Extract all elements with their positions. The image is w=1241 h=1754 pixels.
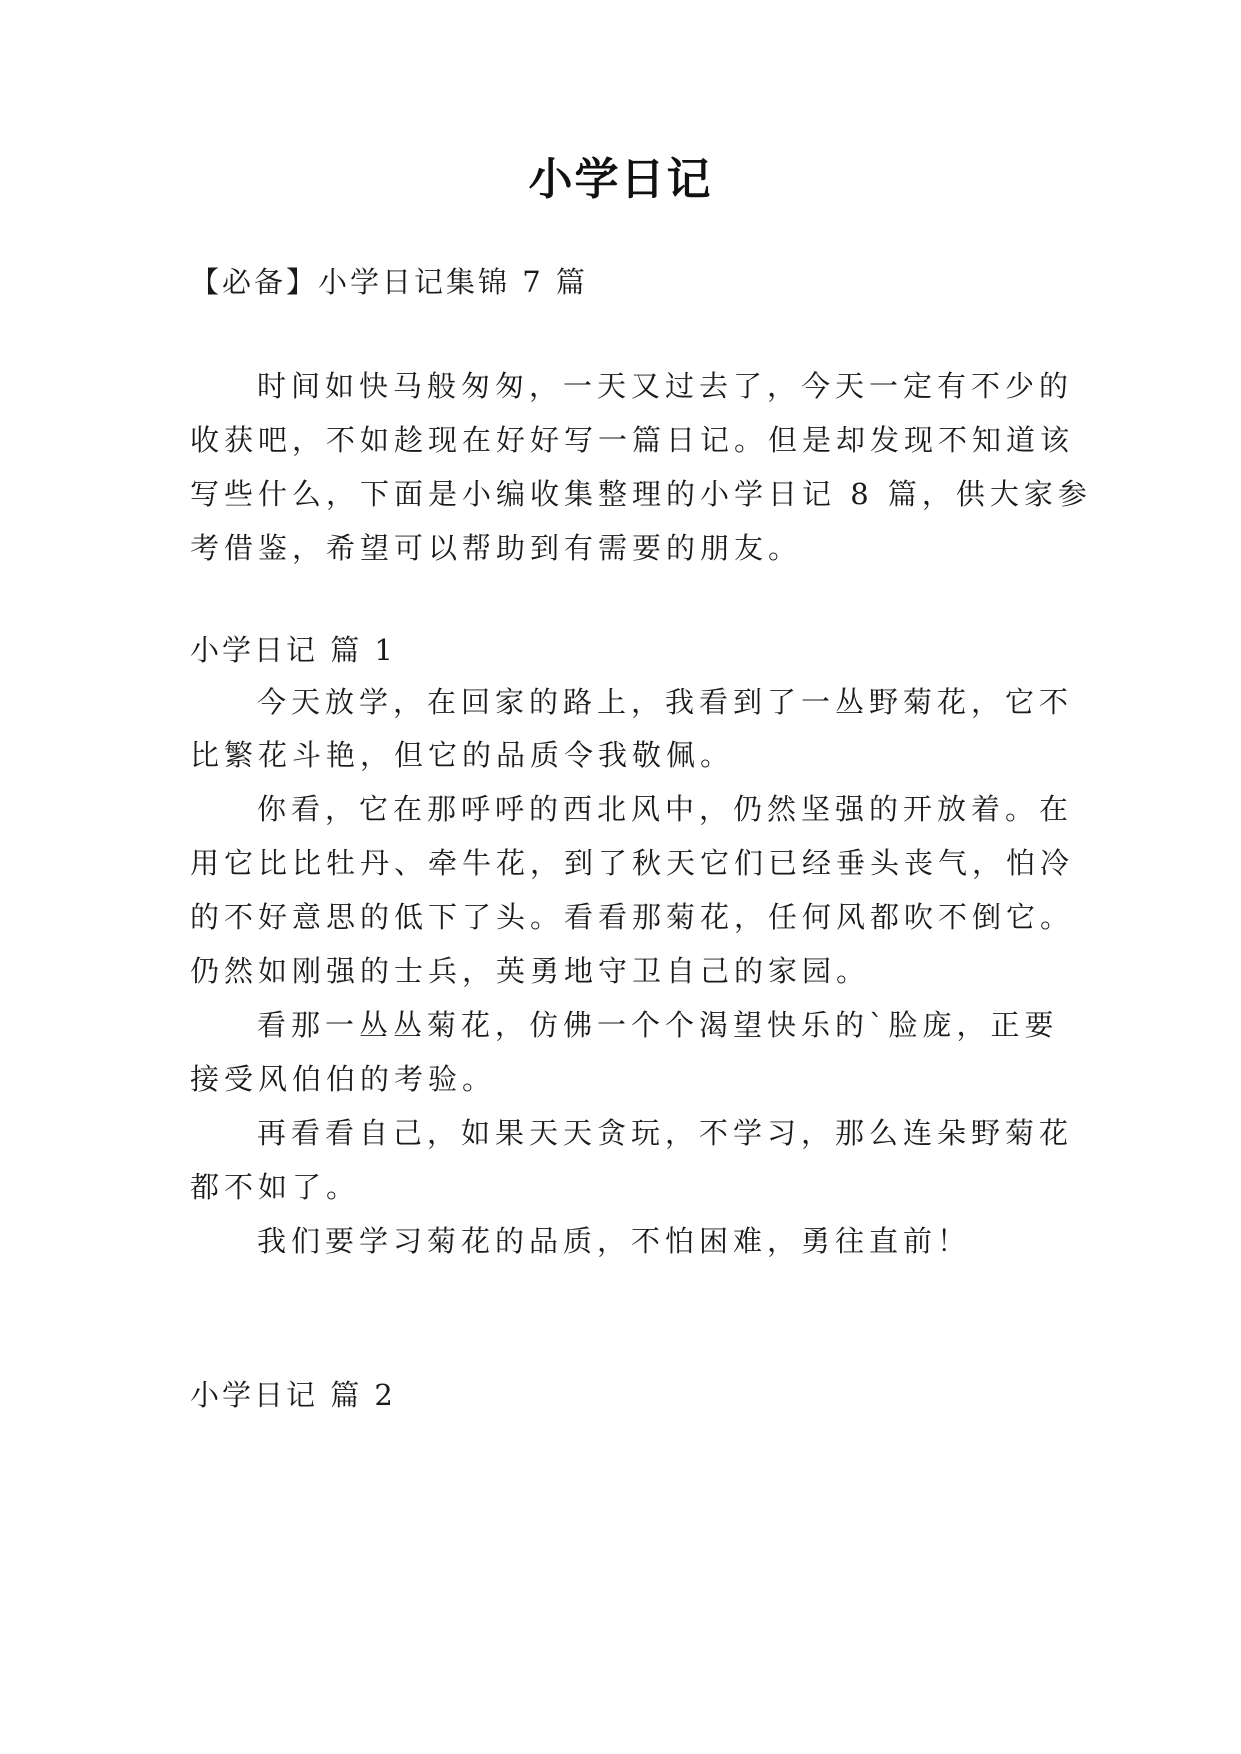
section-heading: 小学日记 篇 1: [190, 633, 396, 667]
paragraph-line: 今天放学，在回家的路上，我看到了一丛野菊花，它不: [257, 685, 1074, 719]
paragraph-line: 比繁花斗艳，但它的品质令我敬佩。: [190, 738, 735, 772]
paragraph-line: 都不如了。: [190, 1170, 361, 1204]
paragraph-line: 仍然如刚强的士兵，英勇地守卫自己的家园。: [190, 954, 871, 988]
paragraph-line: 我们要学习菊花的品质，不怕困难，勇往直前！: [257, 1224, 972, 1258]
document-subtitle: 【必备】小学日记集锦 7 篇: [190, 265, 588, 299]
paragraph-line: 再看看自己，如果天天贪玩，不学习，那么连朵野菊花: [257, 1116, 1074, 1150]
paragraph-line: 的不好意思的低下了头。看看那菊花，任何风都吹不倒它。: [190, 900, 1075, 934]
paragraph-line: 接受风伯伯的考验。: [190, 1062, 497, 1096]
document-title: 小学日记: [528, 154, 713, 205]
section-heading: 小学日记 篇 2: [190, 1378, 396, 1412]
paragraph-line: 看那一丛丛菊花，仿佛一个个渴望快乐的`脸庞，正要: [257, 1008, 1059, 1042]
intro-line: 时间如快马般匆匆，一天又过去了，今天一定有不少的: [257, 369, 1074, 403]
intro-line: 写些什么，下面是小编收集整理的小学日记 8 篇，供大家参: [190, 477, 1092, 511]
paragraph-line: 你看，它在那呼呼的西北风中，仍然坚强的开放着。在: [257, 792, 1074, 826]
paragraph-line: 用它比比牡丹、牵牛花，到了秋天它们已经垂头丧气，怕冷: [190, 846, 1075, 880]
intro-line: 考借鉴，希望可以帮助到有需要的朋友。: [190, 531, 803, 565]
intro-line: 收获吧，不如趁现在好好写一篇日记。但是却发现不知道该: [190, 423, 1075, 457]
